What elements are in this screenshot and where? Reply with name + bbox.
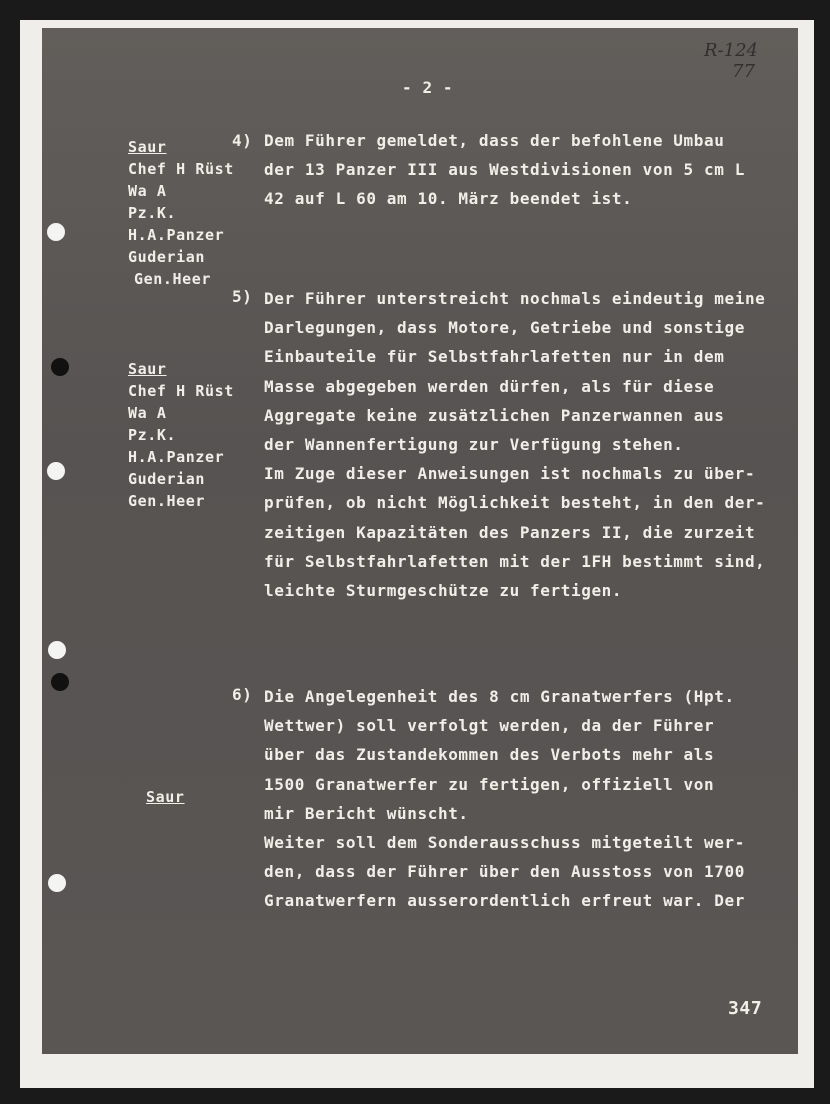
margin-name: Guderian xyxy=(128,248,206,266)
punch-hole xyxy=(51,358,69,376)
text-line: Im Zuge dieser Anweisungen ist nochmals zu über- xyxy=(264,464,756,484)
text-line: Masse abgegeben werden dürfen, als für diese xyxy=(264,376,715,396)
margin-name: Wa A xyxy=(128,182,167,200)
section-4-body xyxy=(264,126,745,214)
text-line: Der Führer unterstreicht nochmals eindeutig meine xyxy=(264,289,766,308)
section-5-number: 5) xyxy=(232,287,253,306)
margin-name: Gen.Heer xyxy=(128,492,206,510)
margin-name: Pz.K. xyxy=(128,204,177,222)
punch-hole xyxy=(51,673,69,691)
section-6-body xyxy=(264,682,745,916)
punch-hole xyxy=(47,462,65,480)
section-5-margin xyxy=(128,358,234,512)
text-line: für Selbstfahrlafetten mit der 1FH bestimmt sind, xyxy=(264,551,766,571)
text-line: Granatwerfern ausserordentlich erfreut war. Der xyxy=(264,891,745,911)
text-line: 1500 Granatwerfer zu fertigen, offiziell von xyxy=(264,774,715,794)
text-line: leichte Sturmgeschütze zu fertigen. xyxy=(264,580,623,600)
section-5-body xyxy=(264,284,765,605)
section-4-margin xyxy=(128,136,234,290)
handwritten-reference xyxy=(704,40,758,82)
page-number: - 2 - xyxy=(402,78,454,97)
text-line: prüfen, ob nicht Möglichkeit besteht, in den der- xyxy=(264,493,766,513)
handwritten-ref-line1: R-124 xyxy=(704,40,758,61)
text-line: zeitigen Kapazitäten des Panzers II, die zurzeit xyxy=(264,522,756,542)
section-4-number: 4) xyxy=(232,131,253,150)
text-line: der 13 Panzer III aus Westdivisionen von 5 cm L xyxy=(264,160,745,180)
section-6-margin xyxy=(146,786,185,808)
handwritten-ref-line2: 77 xyxy=(732,61,755,82)
text-line: mir Bericht wünscht. xyxy=(264,803,469,823)
margin-name: Chef H Rüst xyxy=(128,382,234,400)
margin-name: Saur xyxy=(128,360,167,378)
punch-hole xyxy=(48,874,66,892)
text-line: Weiter soll dem Sonderausschuss mitgeteilt wer- xyxy=(264,832,745,852)
text-line: der Wannenfertigung zur Verfügung stehen. xyxy=(264,434,684,454)
text-line: Darlegungen, dass Motore, Getriebe und sonstige xyxy=(264,318,745,338)
text-line: den, dass der Führer über den Ausstoss von 1700 xyxy=(264,862,745,882)
text-line: Aggregate keine zusätzlichen Panzerwannen aus xyxy=(264,405,725,425)
section-6-number: 6) xyxy=(232,685,253,704)
margin-name: Chef H Rüst xyxy=(128,160,234,178)
text-line: 42 auf L 60 am 10. März beendet ist. xyxy=(264,189,633,209)
margin-name: H.A.Panzer xyxy=(128,226,225,244)
margin-name: H.A.Panzer xyxy=(128,448,225,466)
text-line: Dem Führer gemeldet, dass der befohlene Umbau xyxy=(264,131,725,150)
margin-name: Guderian xyxy=(128,470,206,488)
margin-name: Wa A xyxy=(128,404,167,422)
text-line: Die Angelegenheit des 8 cm Granatwerfers (Hpt. xyxy=(264,687,735,706)
text-line: Wettwer) soll verfolgt werden, da der Führer xyxy=(264,716,715,736)
text-line: Einbauteile für Selbstfahrlafetten nur in dem xyxy=(264,347,725,367)
margin-name: Saur xyxy=(146,788,185,806)
punch-hole xyxy=(47,223,65,241)
margin-name: Gen.Heer xyxy=(134,270,212,288)
punch-hole xyxy=(48,641,66,659)
footer-page-number: 347 xyxy=(728,998,763,1019)
margin-name: Saur xyxy=(128,138,167,156)
margin-name: Pz.K. xyxy=(128,426,177,444)
text-line: über das Zustandekommen des Verbots mehr als xyxy=(264,745,715,765)
